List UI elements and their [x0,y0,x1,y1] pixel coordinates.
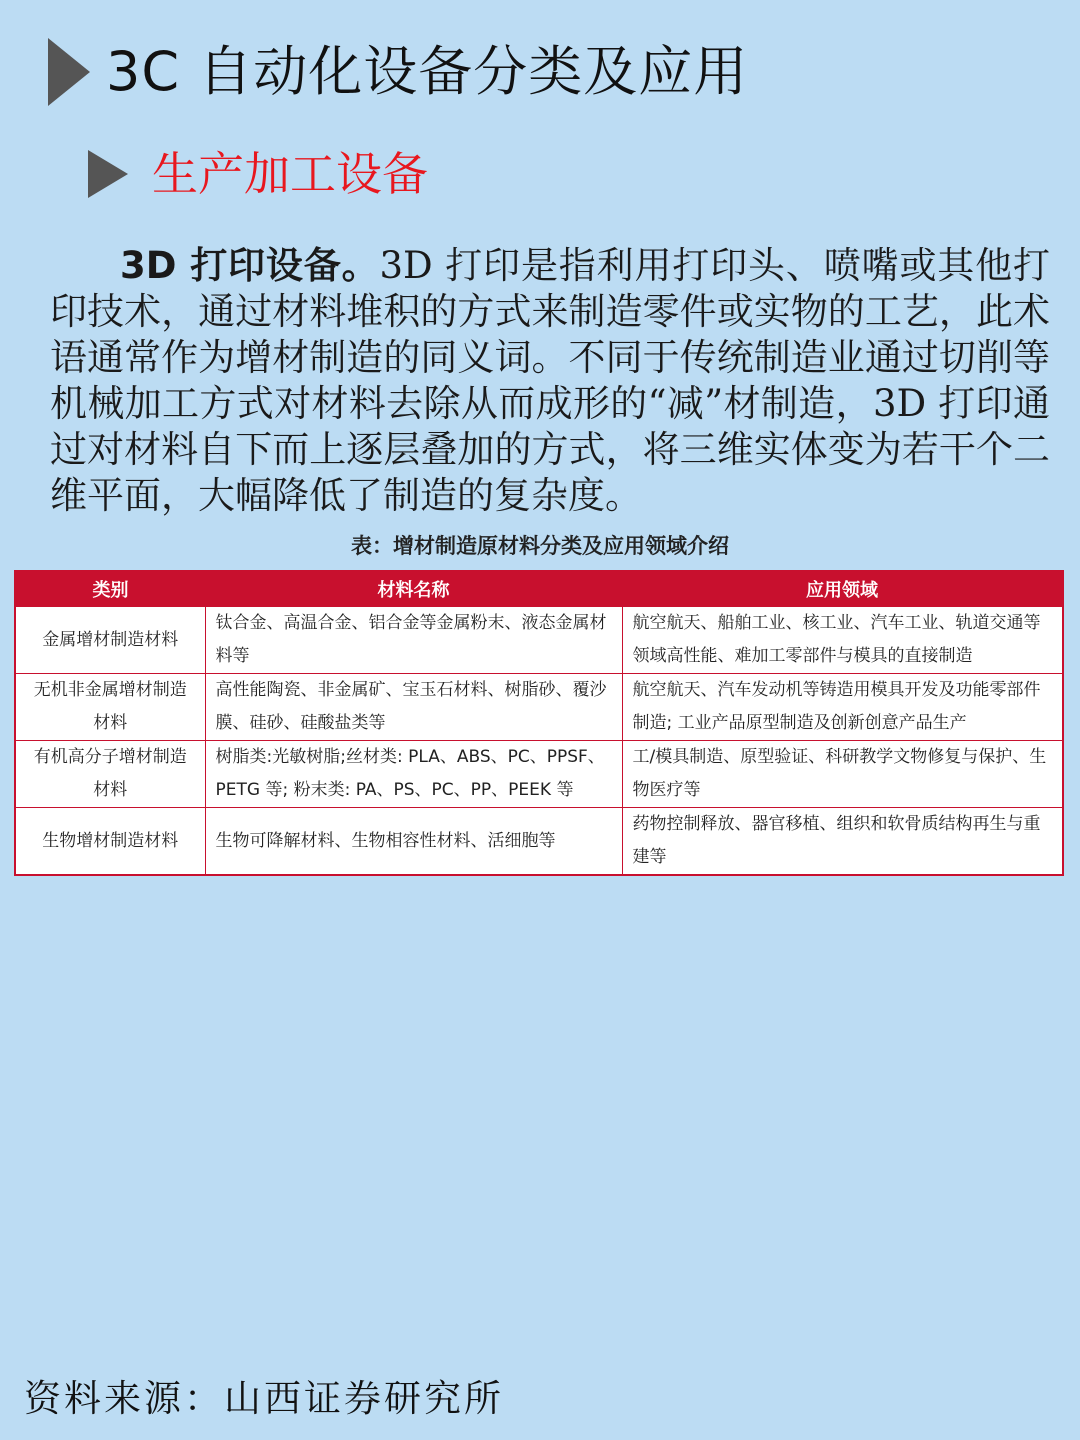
materials-table [14,570,1064,876]
table-row [15,741,1063,808]
main-heading [48,36,748,108]
table-row [15,674,1063,741]
cell-material: 树脂类:光敏树脂;丝材类: PLA、ABS、PC、PPSF、PETG 等; 粉末类: PA、PS、PC、PP、PEEK 等 [205,741,622,808]
triangle-bullet-icon [48,38,90,106]
paragraph-body: 3D 打印是指利用打印头、喷嘴或其他打印技术，通过材料堆积的方式来制造零件或实物的工艺，此术语通常作为增材制造的同义词。不同于传统制造业通过切削等机械加工方式对材料去除从而成形的“减”材制造，3D 打印通过对材料自下而上逐层叠加的方式，将三维实体变为若干个二维平面，大幅降低了制造的复杂度。 [50,244,1050,517]
cell-category: 生物增材制造材料 [15,808,205,876]
cell-category: 金属增材制造材料 [15,607,205,674]
cell-application: 工/模具制造、原型验证、科研教学文物修复与保护、生物医疗等 [622,741,1063,808]
sub-heading [88,148,428,200]
source-note: 资料来源：山西证券研究所 [24,1377,504,1420]
cell-application: 航空航天、汽车发动机等铸造用模具开发及功能零部件制造; 工业产品原型制造及创新创意产品生产 [622,674,1063,741]
cell-application: 航空航天、船舶工业、核工业、汽车工业、轨道交通等领域高性能、难加工零部件与模具的直接制造 [622,607,1063,674]
triangle-bullet-icon [88,150,128,198]
table-row [15,607,1063,674]
column-header-category: 类别 [15,571,205,607]
main-title: 3C 自动化设备分类及应用 [106,40,749,103]
cell-material: 高性能陶瓷、非金属矿、宝玉石材料、树脂砂、覆沙膜、硅砂、硅酸盐类等 [205,674,622,741]
cell-category: 无机非金属增材制造材料 [15,674,205,741]
intro-paragraph [50,243,1050,519]
sub-title: 生产加工设备 [152,147,428,201]
column-header-material: 材料名称 [205,571,622,607]
column-header-application: 应用领域 [622,571,1063,607]
table-row [15,808,1063,876]
cell-material: 钛合金、高温合金、铝合金等金属粉末、液态金属材料等 [205,607,622,674]
cell-category: 有机高分子增材制造材料 [15,741,205,808]
cell-application: 药物控制释放、器官移植、组织和软骨质结构再生与重建等 [622,808,1063,876]
table-caption: 表：增材制造原材料分类及应用领域介绍 [351,534,729,558]
paragraph-lead: 3D 打印设备。 [120,244,380,287]
cell-material: 生物可降解材料、生物相容性材料、活细胞等 [205,808,622,876]
table-header-row [15,571,1063,607]
